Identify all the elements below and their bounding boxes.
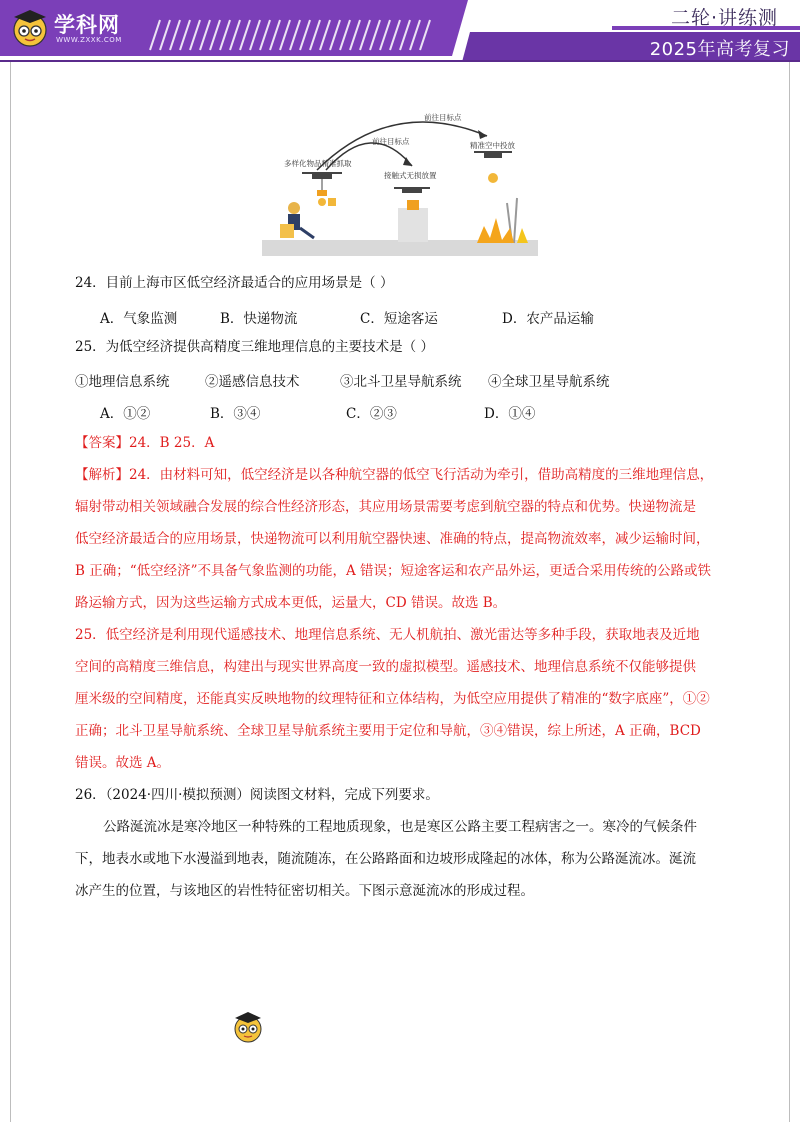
analysis-line: 正确；北斗卫星导航系统、全球卫星导航系统主要用于定位和导航，③④错误，综上所述，A 正确，BCD xyxy=(75,723,701,739)
analysis-line: 辐射带动相关领域融合发展的综合性经济形态，其应用场景需要考虑到航空器的特点和优势。快递物流是 xyxy=(75,499,696,515)
analysis-line: 厘米级的空间精度，还能真实反映地物的纹理特征和立体结构，为低空应用提供了精准的“数字底座”，①② xyxy=(75,691,710,707)
q24-option-c: C．短途客运 xyxy=(360,311,438,327)
series-title: 二轮·讲练测 xyxy=(670,7,778,29)
q25-option-b: B．③④ xyxy=(210,406,261,422)
q25-option-c: C．②③ xyxy=(346,406,397,422)
fig-label-target-mid: 前往目标点 xyxy=(372,137,410,146)
answer-line: 【答案】24．B 25．A xyxy=(75,435,215,451)
q25-item-1: ①地理信息系统 xyxy=(75,374,170,390)
logo-text: 学科网 xyxy=(54,13,120,37)
q24-option-d: D．农产品运输 xyxy=(502,311,594,327)
analysis-line: B 正确；“低空经济”不具备气象监测的功能，A 错误；短途客运和农产品外运，更适合采用传统的公路或铁 xyxy=(75,563,712,579)
q26-passage-line: 下，地表水或地下水漫溢到地表，随流随冻，在公路路面和边坡形成隆起的冰体，称为公路涎流冰。涎流 xyxy=(75,851,696,867)
drone-right-icon xyxy=(474,152,512,183)
worker-icon xyxy=(280,198,336,238)
q24-stem: 24．目前上海市区低空经济最适合的应用场景是（ ） xyxy=(75,275,394,291)
analysis-line: 低空经济最适合的应用场景，快递物流可以利用航空器快速、准确的特点，提高物流效率，减少运输时间， xyxy=(75,531,710,547)
q24-option-b: B．快递物流 xyxy=(220,311,298,327)
drone-left-icon xyxy=(302,173,342,196)
q25-item-3: ③北斗卫星导航系统 xyxy=(340,374,462,390)
q26-stem: 26．（2024·四川·模拟预测）阅读图文材料，完成下列要求。 xyxy=(75,787,439,803)
page-border-right xyxy=(789,62,790,1122)
page-border-left xyxy=(10,62,11,1122)
fig-label-target-top: 前往目标点 xyxy=(424,113,462,122)
fig-label-drop: 精准空中投放 xyxy=(470,141,515,150)
q25-option-a: A．①② xyxy=(100,406,151,422)
logo-url: WWW.ZXXK.COM xyxy=(56,36,122,44)
mascot-icon xyxy=(14,10,46,46)
q25-option-d: D．①④ xyxy=(484,406,536,422)
analysis-line: 路运输方式，因为这些运输方式成本更低，运量大，CD 错误。故选 B。 xyxy=(75,595,507,611)
analysis-line: 【解析】24．由材料可知，低空经济是以各种航空器的低空飞行活动为牵引，借助高精度的三维地理信息， xyxy=(75,467,714,483)
q24-option-a: A．气象监测 xyxy=(100,311,178,327)
fig-label-pick: 多样化物品精准抓取 xyxy=(284,159,352,168)
page-header xyxy=(0,0,800,62)
fire-scene-icon xyxy=(477,198,528,243)
q25-item-4: ④全球卫星导航系统 xyxy=(488,374,610,390)
analysis-line: 25．低空经济是利用现代遥感技术、地理信息系统、无人机航拍、激光雷达等多种手段，获取地表及近地 xyxy=(75,627,700,643)
analysis-line: 错误。故选 A。 xyxy=(75,755,171,771)
platform-icon xyxy=(394,188,430,242)
drone-logistics-figure xyxy=(262,78,538,256)
q25-stem: 25．为低空经济提供高精度三维地理信息的主要技术是（ ） xyxy=(75,339,434,355)
q26-passage-line: 冰产生的位置，与该地区的岩性特征密切相关。下图示意涎流冰的形成过程。 xyxy=(75,883,534,899)
footer-mascot-icon xyxy=(232,1010,264,1044)
analysis-line: 空间的高精度三维信息，构建出与现实世界高度一致的虚拟模型。遥感技术、地理信息系统不仅能够提供 xyxy=(75,659,696,675)
q26-passage-line: 公路涎流冰是寒冷地区一种特殊的工程地质现象，也是寒区公路主要工程病害之一。寒冷的气候条件 xyxy=(103,819,697,835)
fig-label-place: 接触式无损放置 xyxy=(384,171,437,180)
exam-title: 2025年高考复习 xyxy=(649,39,790,60)
q25-item-2: ②遥感信息技术 xyxy=(205,374,300,390)
